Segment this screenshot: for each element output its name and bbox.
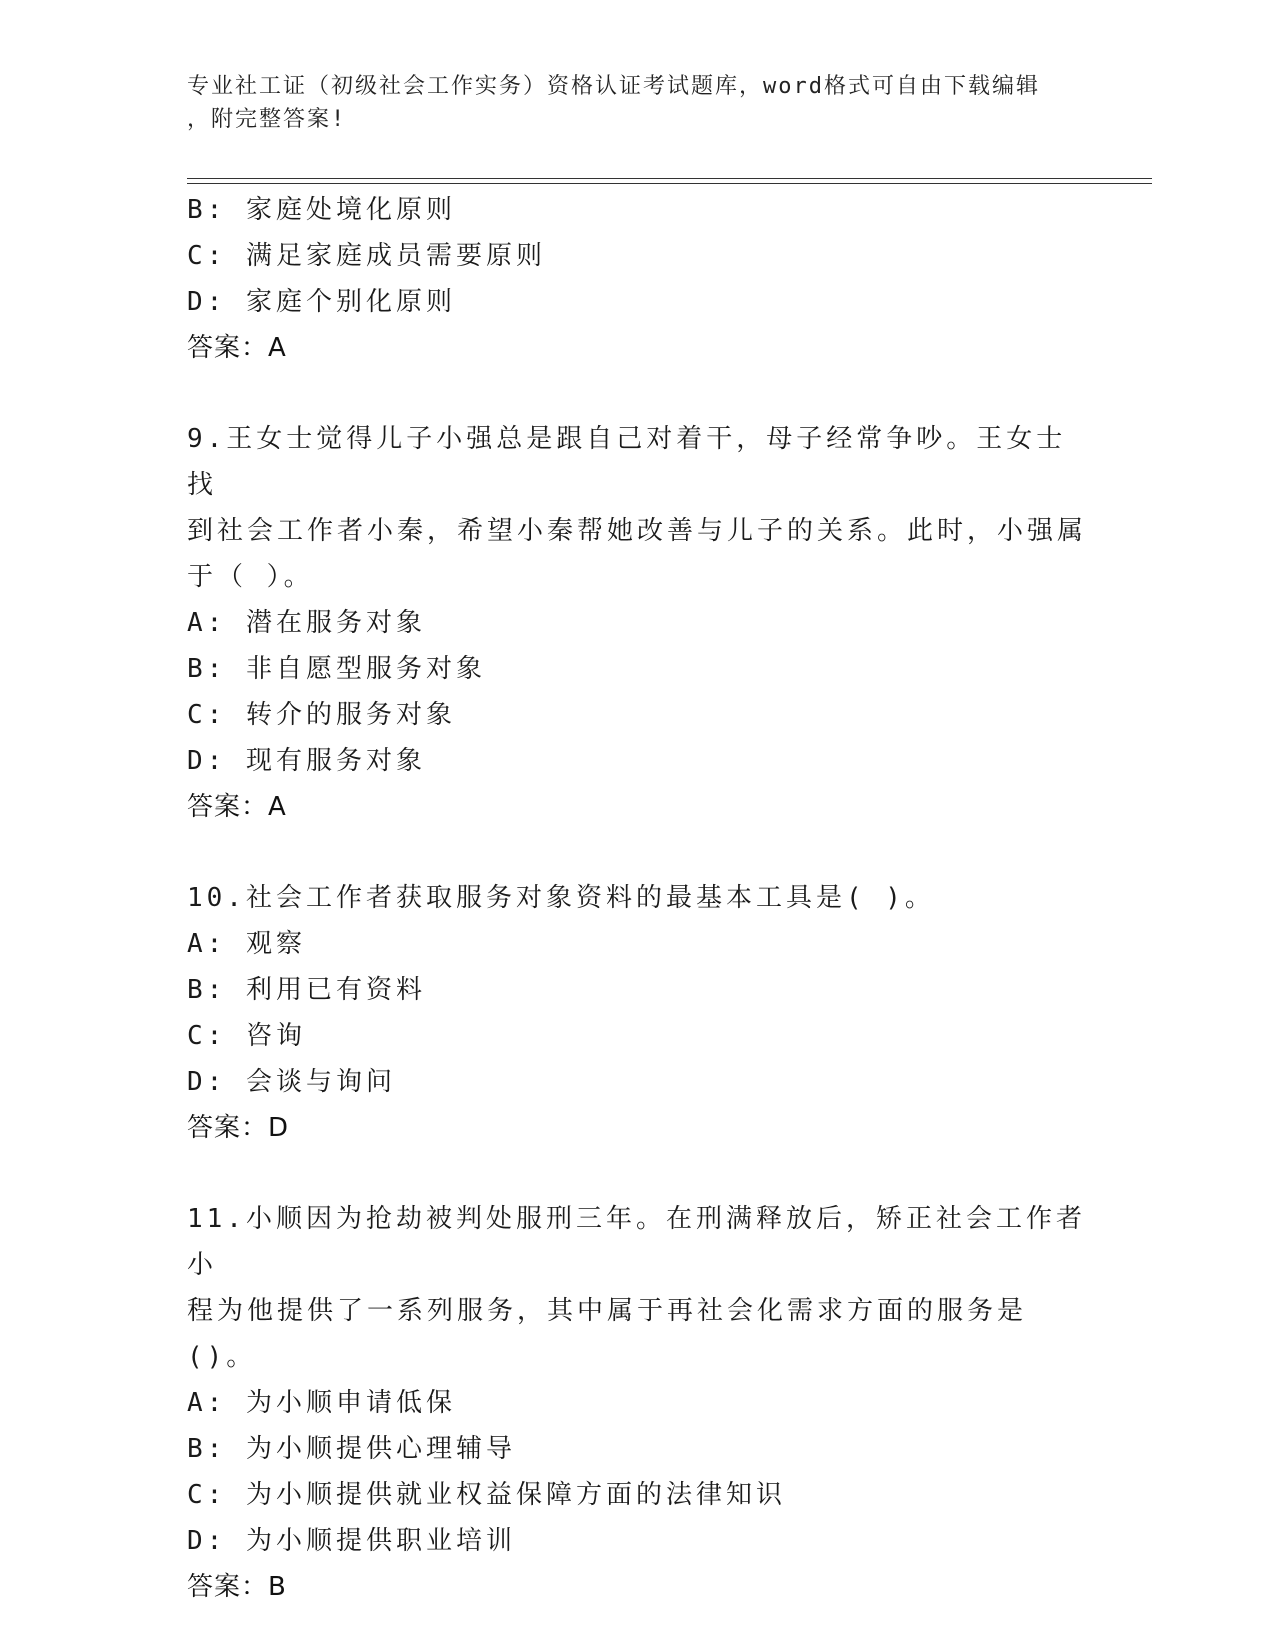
question-list <box>187 187 1087 1610</box>
question-stem-line: 于（ ）。 <box>187 562 314 592</box>
answer-line: 答案：D <box>187 1113 290 1143</box>
option-c: C: 满足家庭成员需要原则 <box>187 241 546 271</box>
question-8-continued <box>187 187 1087 371</box>
question-stem-line: 9.王女士觉得儿子小强总是跟自己对着干，母子经常争吵。王女士找 <box>187 424 1067 500</box>
option-c: C: 为小顺提供就业权益保障方面的法律知识 <box>187 1480 786 1510</box>
option-d: D: 为小顺提供职业培训 <box>187 1526 516 1556</box>
spacer <box>187 830 1087 875</box>
header-line-1: 专业社工证（初级社会工作实务）资格认证考试题库，word格式可自由下载编辑 <box>187 74 1040 99</box>
answer-line: 答案：B <box>187 1572 287 1602</box>
header-divider-bottom <box>187 183 1152 184</box>
question-stem-line: 10.社会工作者获取服务对象资料的最基本工具是( )。 <box>187 883 935 913</box>
question-stem-line: 11.小顺因为抢劫被判处服刑三年。在刑满释放后，矫正社会工作者小 <box>187 1204 1086 1280</box>
option-d: D: 家庭个别化原则 <box>187 287 456 317</box>
header-line-2: ，附完整答案! <box>187 107 347 132</box>
option-b: B: 非自愿型服务对象 <box>187 654 486 684</box>
spacer <box>187 371 1087 416</box>
option-c: C: 转介的服务对象 <box>187 700 456 730</box>
option-a: A: 潜在服务对象 <box>187 608 426 638</box>
option-d: D: 现有服务对象 <box>187 746 426 776</box>
option-d: D: 会谈与询问 <box>187 1067 396 1097</box>
question-11 <box>187 1196 1087 1610</box>
option-a: A: 观察 <box>187 929 306 959</box>
option-b: B: 家庭处境化原则 <box>187 195 456 225</box>
spacer <box>187 1151 1087 1196</box>
header-divider-top <box>187 178 1152 179</box>
answer-line: 答案：A <box>187 333 287 363</box>
question-10 <box>187 875 1087 1151</box>
question-stem-line: 到社会工作者小秦，希望小秦帮她改善与儿子的关系。此时，小强属 <box>187 516 1088 546</box>
answer-line: 答案：A <box>187 792 287 822</box>
option-c: C: 咨询 <box>187 1021 306 1051</box>
question-stem-line: 程为他提供了一系列服务，其中属于再社会化需求方面的服务是()。 <box>187 1296 1028 1372</box>
option-a: A: 为小顺申请低保 <box>187 1388 456 1418</box>
option-b: B: 为小顺提供心理辅导 <box>187 1434 516 1464</box>
option-b: B: 利用已有资料 <box>187 975 426 1005</box>
question-9 <box>187 416 1087 830</box>
page-header <box>187 70 1087 136</box>
